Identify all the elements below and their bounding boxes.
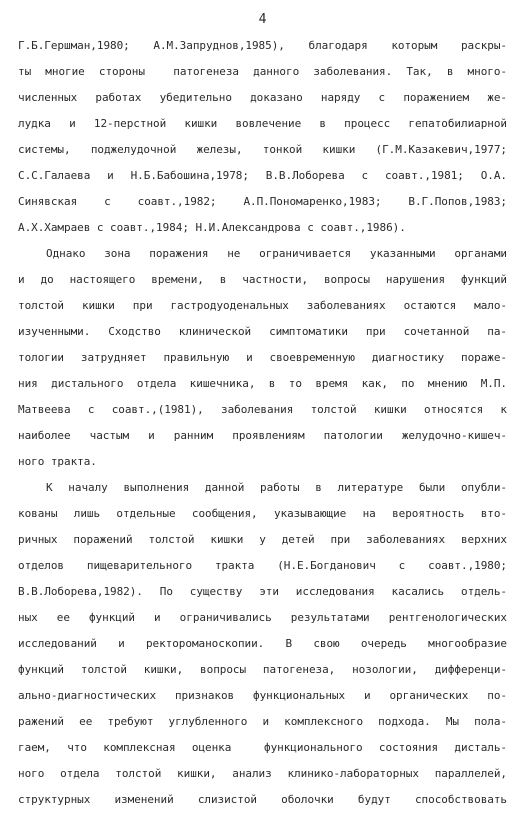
- text-line: ражений ее требуют углубленного и комплексного подхода. Мы пола-: [18, 715, 507, 728]
- text-line: К началу выполнения данной работы в литературе были опубли-: [46, 481, 507, 494]
- text-line: Синявская с соавт.,1982; А.П.Пономаренко,1983; В.Г.Попов,1983;: [18, 195, 507, 208]
- body-text: [18, 40, 507, 820]
- text-line: кованы лишь отдельные сообщения, указывающие на вероятность вто-: [18, 507, 507, 520]
- text-line: гаем, что комплексная оценка функционального состояния дисталь-: [18, 741, 507, 754]
- text-line: В.В.Лоборева,1982). По существу эти исследования касались отдель-: [18, 585, 507, 598]
- text-line: Матвеева с соавт.,(1981), заболевания толстой кишки относятся к: [18, 403, 507, 416]
- text-line: изученными. Сходство клинической симптоматики при сочетанной па-: [18, 325, 507, 338]
- page-number: 4: [258, 12, 267, 27]
- text-line: ного отдела толстой кишки, анализ клинико-лабораторных параллелей,: [18, 767, 507, 780]
- text-line: А.Х.Хамраев с соавт.,1984; Н.И.Александрова с соавт.,1986).: [18, 221, 406, 234]
- text-line: ально-диагностических признаков функциональных и органических по-: [18, 689, 507, 702]
- text-line: толстой кишки при гастродуоденальных заболеваниях остаются мало-: [18, 299, 507, 312]
- text-line: ния дистального отдела кишечника, в то время как, по мнению М.П.: [18, 377, 507, 390]
- text-line: структурных изменений слизистой оболочки будут способствовать: [18, 793, 507, 806]
- text-line: функций толстой кишки, вопросы патогенеза, нозологии, дифференци-: [18, 663, 507, 676]
- text-line: тологии затрудняет правильную и своевременную диагностику пораже-: [18, 351, 507, 364]
- text-line: Однако зона поражения не ограничивается указанными органами: [46, 247, 507, 260]
- text-line: лудка и 12-перстной кишки вовлечение в процесс гепатобилиарной: [18, 117, 507, 130]
- text-line: и до настоящего времени, в частности, вопросы нарушения функций: [18, 273, 507, 286]
- text-line: С.С.Галаева и Н.Б.Бабошина,1978; В.В.Лоборева с соавт.,1981; О.А.: [18, 169, 507, 182]
- text-line: системы, поджелудочной железы, тонкой кишки (Г.М.Казакевич,1977;: [18, 143, 507, 156]
- text-line: ных ее функций и ограничивались результатами рентгенологических: [18, 611, 507, 624]
- text-line: наиболее частым и ранним проявлениям патологии желудочно-кишеч-: [18, 429, 507, 442]
- text-line: Г.Б.Гершман,1980; А.М.Запруднов,1985), благодаря которым раскры-: [18, 39, 507, 52]
- text-line: ного тракта.: [18, 455, 97, 468]
- text-line: ты многие стороны патогенеза данного заболевания. Так, в много-: [18, 65, 507, 78]
- text-line: численных работах убедительно доказано наряду с поражением же-: [18, 91, 507, 104]
- text-line: исследований и ректороманоскопии. В свою очередь многообразие: [18, 637, 507, 650]
- text-line: отделов пищеварительного тракта (Н.Е.Богданович с соавт.,1980;: [18, 559, 507, 572]
- text-line: ричных поражений толстой кишки у детей при заболеваниях верхних: [18, 533, 507, 546]
